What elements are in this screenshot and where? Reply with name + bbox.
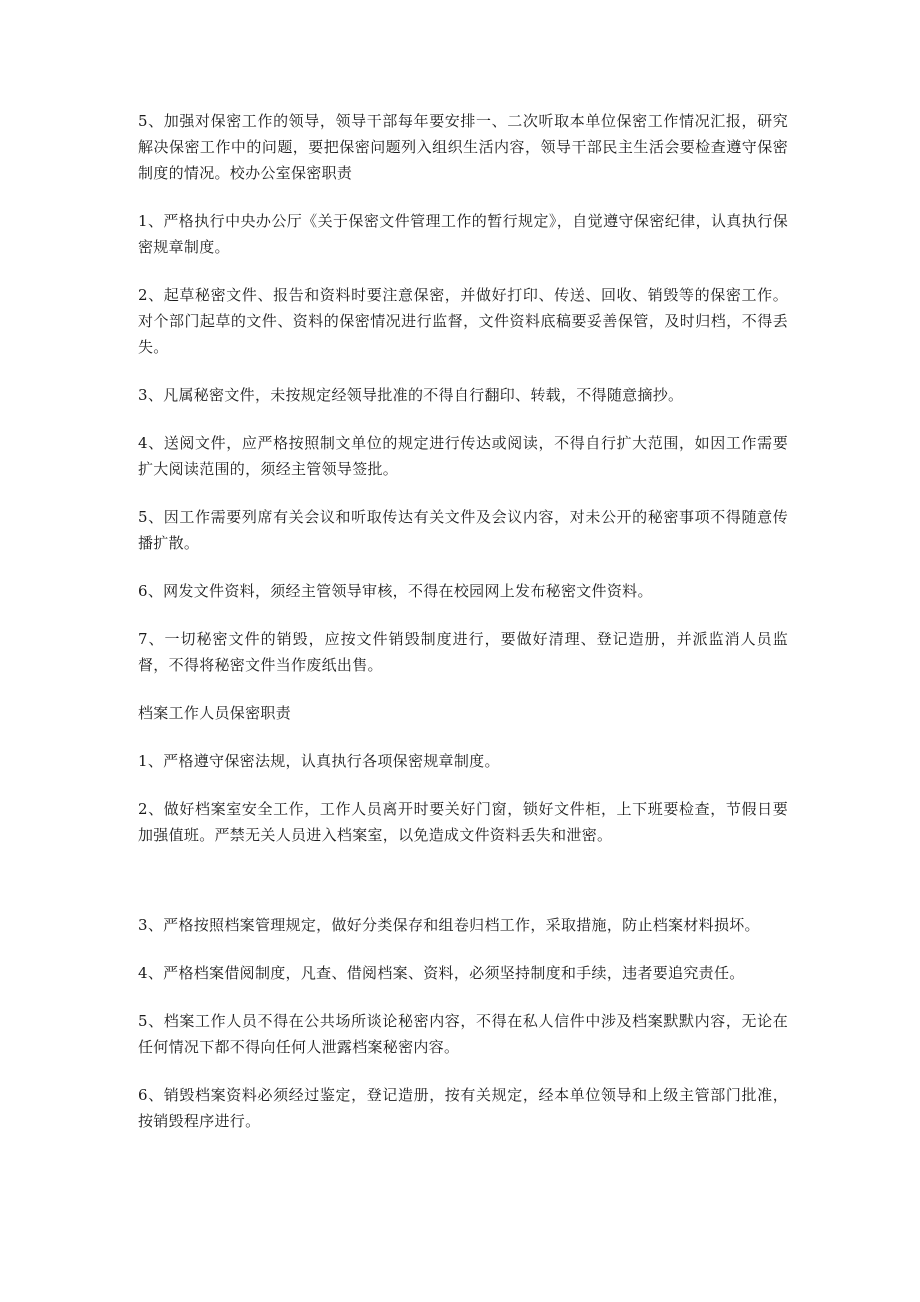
paragraph-leadership-review: 5、加强对保密工作的领导，领导干部每年要安排一、二次听取本单位保密工作情况汇报，研究解决保密工作中的问题，要把保密问题列入组织生活内容，领导干部民主生活会要检查遵守保密制度的情况。校办公室保密职责 xyxy=(138,112,788,182)
paragraph-archive-duty-2: 2、做好档案室安全工作，工作人员离开时要关好门窗，锁好文件柜，上下班要检查，节假日要加强值班。严禁无关人员进入档案室，以免造成文件资料丢失和泄密。 xyxy=(138,800,788,844)
paragraph-office-duty-5: 5、因工作需要列席有关会议和听取传达有关文件及会议内容，对未公开的秘密事项不得随意传播扩散。 xyxy=(138,508,788,552)
paragraph-archive-duty-5: 5、档案工作人员不得在公共场所谈论秘密内容，不得在私人信件中涉及档案默默内容，无论在任何情况下都不得向任何人泄露档案秘密内容。 xyxy=(138,1012,788,1056)
paragraph-archive-duty-4: 4、严格档案借阅制度，凡查、借阅档案、资料，必须坚持制度和手续，违者要追究责任。 xyxy=(138,964,745,982)
paragraph-office-duty-7: 7、一切秘密文件的销毁，应按文件销毁制度进行，要做好清理、登记造册，并派监消人员监督，不得将秘密文件当作废纸出售。 xyxy=(138,630,788,674)
paragraph-office-duty-1: 1、严格执行中央办公厅《关于保密文件管理工作的暂行规定》，自觉遵守保密纪律，认真执行保密规章制度。 xyxy=(138,212,788,256)
paragraph-office-duty-2: 2、起草秘密文件、报告和资料时要注意保密，并做好打印、传送、回收、销毁等的保密工作。对个部门起草的文件、资料的保密情况进行监督，文件资料底稿要妥善保管，及时归档，不得丢失。 xyxy=(138,286,788,356)
paragraph-office-duty-4: 4、送阅文件，应严格按照制文单位的规定进行传达或阅读，不得自行扩大范围，如因工作需要扩大阅读范围的，须经主管领导签批。 xyxy=(138,434,788,478)
document-body xyxy=(138,108,788,1156)
paragraph-archive-duty-6: 6、销毁档案资料必须经过鉴定，登记造册，按有关规定，经本单位领导和上级主管部门批准，按销毁程序进行。 xyxy=(138,1086,788,1130)
paragraph-archive-duty-3: 3、严格按照档案管理规定，做好分类保存和组卷归档工作，采取措施，防止档案材料损坏。 xyxy=(138,916,760,934)
paragraph-office-duty-6: 6、网发文件资料，须经主管领导审核，不得在校园网上发布秘密文件资料。 xyxy=(138,582,653,600)
section-heading-archive-staff: 档案工作人员保密职责 xyxy=(138,704,292,722)
blank-gap xyxy=(138,870,788,912)
paragraph-office-duty-3: 3、凡属秘密文件，未按规定经领导批准的不得自行翻印、转载，不得随意摘抄。 xyxy=(138,386,684,404)
paragraph-archive-duty-1: 1、严格遵守保密法规，认真执行各项保密规章制度。 xyxy=(138,752,500,770)
